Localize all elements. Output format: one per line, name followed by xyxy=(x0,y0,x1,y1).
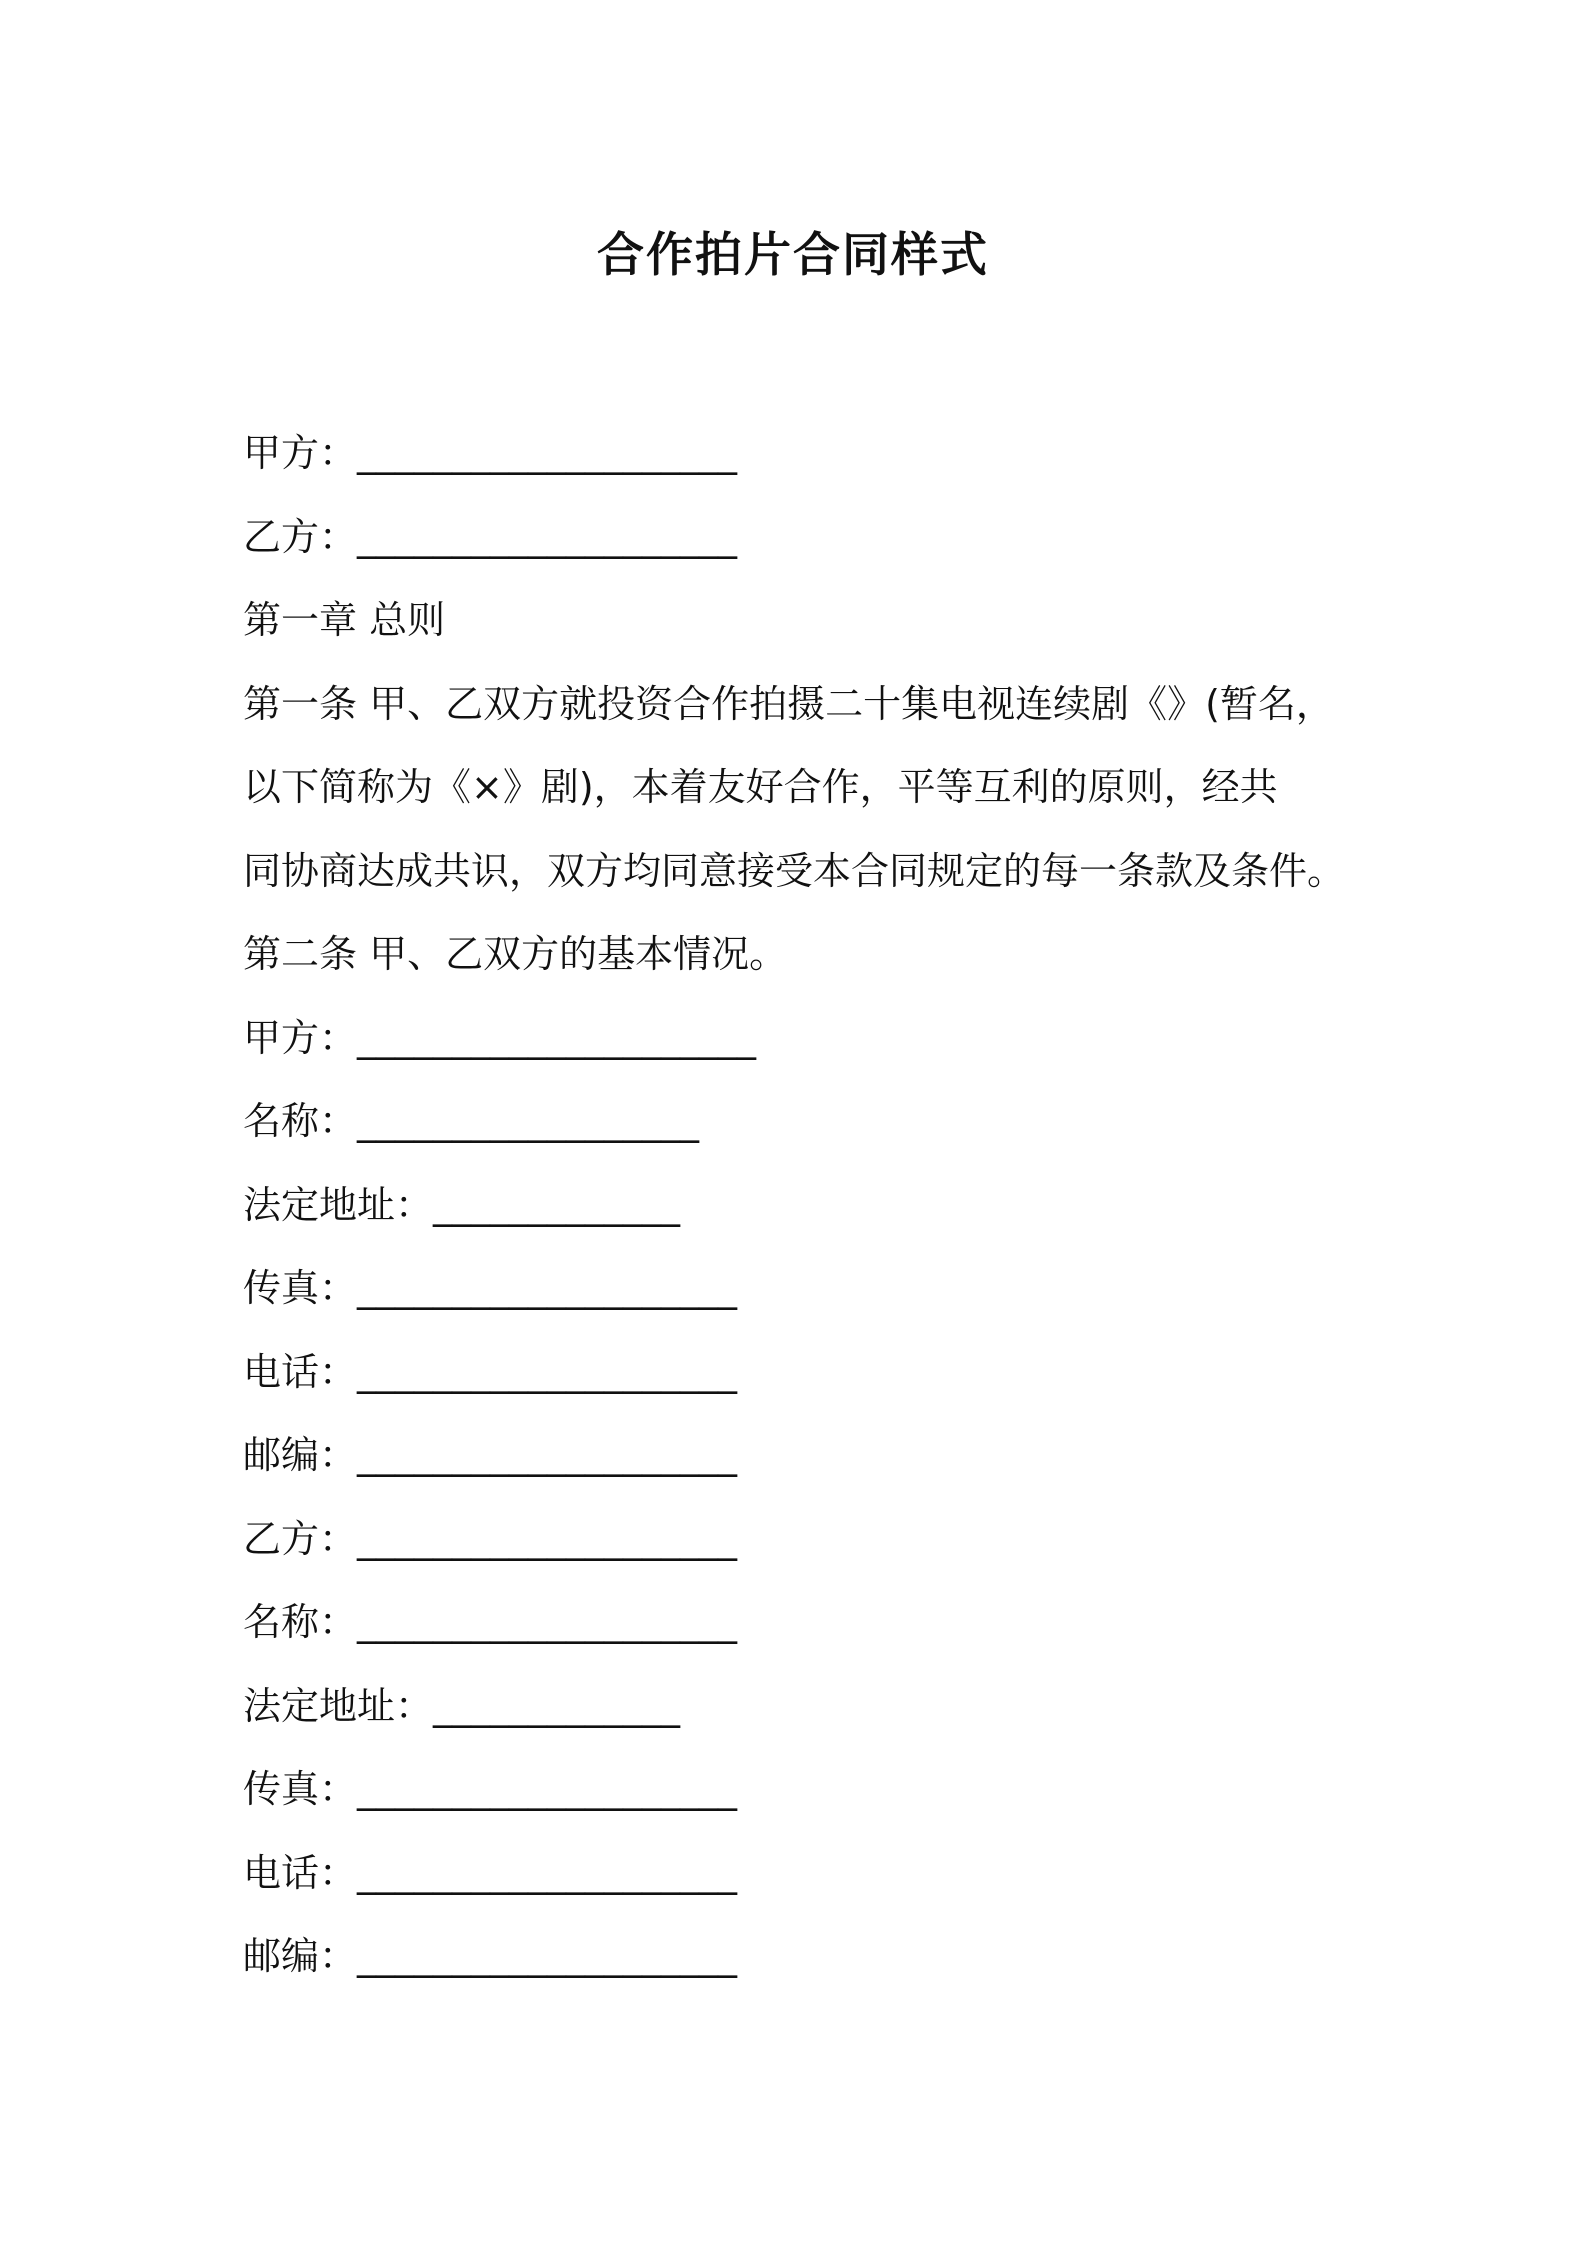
field-label: 甲方： xyxy=(243,1015,358,1060)
field-blank: ____________________ xyxy=(357,1767,738,1811)
document-body xyxy=(243,412,1383,1999)
field-label: 邮编： xyxy=(243,1433,358,1477)
field-blank: ____________________ xyxy=(357,1600,738,1644)
party-b-phone-field xyxy=(243,1832,1383,1916)
field-label: 电话： xyxy=(243,1850,358,1895)
party-a-phone-field xyxy=(243,1331,1383,1415)
clause-text: 第二条 甲、乙双方的基本情况。 xyxy=(243,932,788,976)
party-a-address-field xyxy=(243,1164,1383,1248)
field-label: 法定地址： xyxy=(243,1683,434,1728)
party-a-fax-field xyxy=(243,1247,1383,1331)
field-label: 名称： xyxy=(243,1600,358,1644)
party-a-line xyxy=(243,412,1383,496)
field-blank: ____________________ xyxy=(357,514,738,559)
field-blank: _____________ xyxy=(433,1182,681,1227)
field-label: 乙方： xyxy=(243,514,358,559)
party-b-fax-field xyxy=(243,1748,1383,1832)
field-blank: ____________________ xyxy=(357,431,738,475)
field-blank: ____________________ xyxy=(357,1850,738,1895)
field-blank: ____________________ xyxy=(357,1516,738,1561)
field-blank: ____________________ xyxy=(357,1934,738,1978)
clause-paragraph-line xyxy=(243,663,1383,747)
clause-paragraph-line xyxy=(243,746,1383,830)
party-b-postcode-field xyxy=(243,1915,1383,1999)
clause-text: 同协商达成共识，双方均同意接受本合同规定的每一条款及条件。 xyxy=(243,848,1346,893)
party-a-postcode-field xyxy=(243,1414,1383,1498)
field-blank: ____________________ xyxy=(357,1349,738,1394)
field-label: 传真： xyxy=(243,1266,358,1310)
party-a-field xyxy=(243,997,1383,1081)
party-b-field xyxy=(243,1498,1383,1582)
party-b-line xyxy=(243,496,1383,580)
field-blank: __________________ xyxy=(357,1099,700,1143)
party-a-name-field xyxy=(243,1080,1383,1164)
field-blank: _____________ xyxy=(433,1683,681,1728)
clause-heading xyxy=(243,913,1383,997)
field-label: 甲方： xyxy=(243,431,358,475)
field-blank: ____________________ xyxy=(357,1433,738,1477)
chapter-text: 第一章 总则 xyxy=(243,598,446,642)
field-blank: _____________________ xyxy=(357,1015,757,1060)
chapter-heading xyxy=(243,579,1383,663)
field-label: 法定地址： xyxy=(243,1182,434,1227)
clause-text: 第一条 甲、乙双方就投资合作拍摄二十集电视连续剧《》(暂名， xyxy=(243,681,1334,726)
party-b-name-field xyxy=(243,1581,1383,1665)
field-blank: ____________________ xyxy=(357,1266,738,1310)
field-label: 邮编： xyxy=(243,1934,358,1978)
clause-paragraph-line xyxy=(243,830,1383,914)
field-label: 乙方： xyxy=(243,1516,358,1561)
party-b-address-field xyxy=(243,1665,1383,1749)
field-label: 名称： xyxy=(243,1099,358,1143)
clause-text: 以下简称为《×》剧)，本着友好合作，平等互利的原则，经共 xyxy=(243,765,1278,809)
document-title: 合作拍片合同样式 xyxy=(597,228,989,283)
field-label: 传真： xyxy=(243,1767,358,1811)
field-label: 电话： xyxy=(243,1349,358,1394)
